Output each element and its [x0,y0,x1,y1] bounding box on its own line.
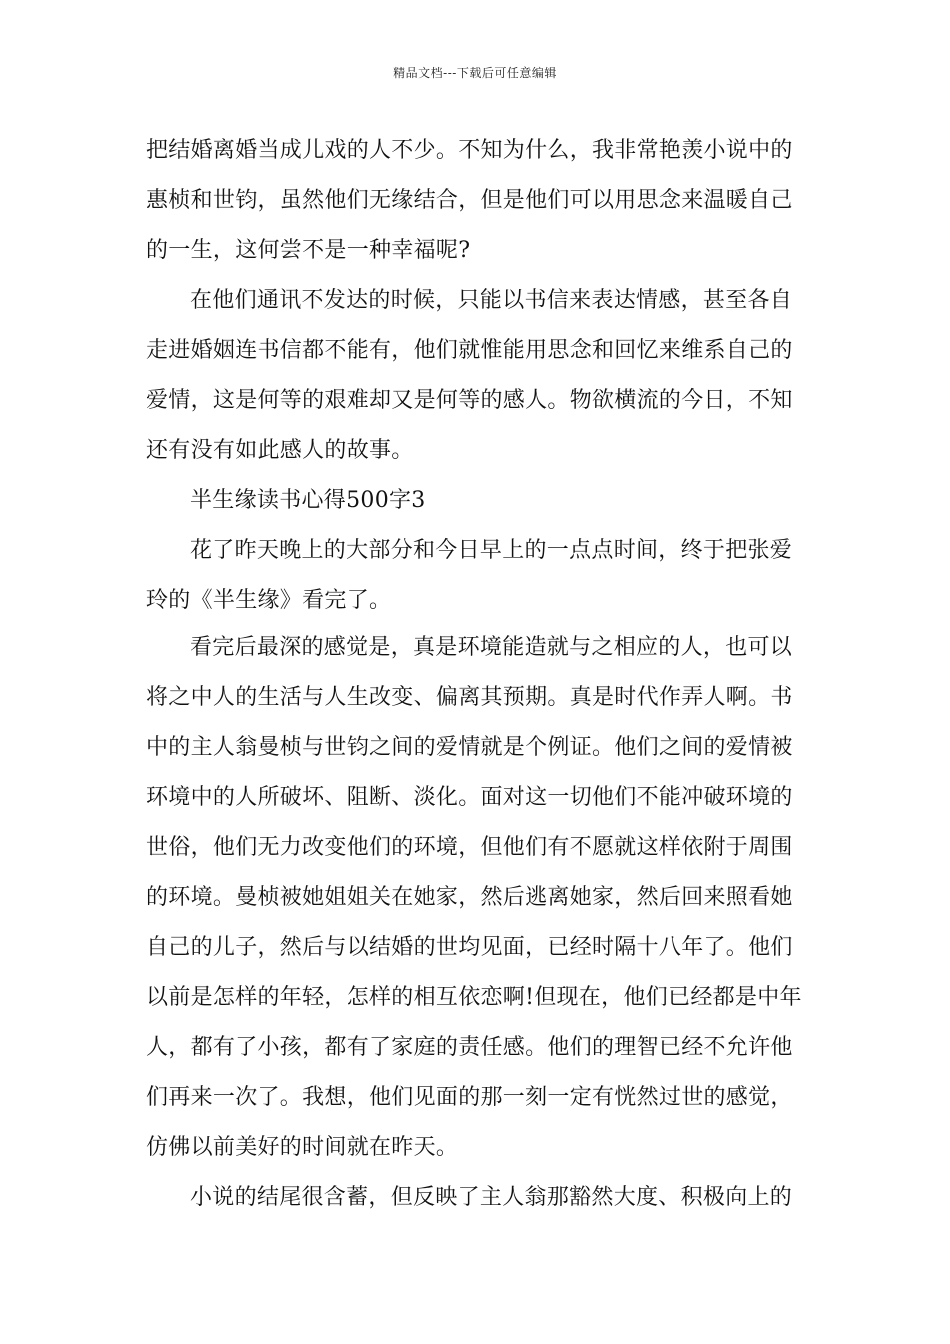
text-line: 惠桢和世钧，虽然他们无缘结合，但是他们可以用思念来温暖自己 [146,188,793,213]
text-line: 环境中的人所破坏、阻断、淡化。面对这一切他们不能冲破环境的 [146,785,793,810]
text-line: 还有没有如此感人的故事。 [146,438,414,463]
page-header: 精品文档---下载后可任意编辑 [393,66,557,80]
text-line: 把结婚离婚当成儿戏的人不少。不知为什么，我非常艳羡小说中的 [146,138,793,163]
text-line: 们再来一次了。我想，他们见面的那一刻一定有恍然过世的感觉， [146,1085,793,1110]
text-line: 世俗，他们无力改变他们的环境，但他们有不愿就这样依附于周围 [146,835,793,860]
text-line: 玲的《半生缘》看完了。 [146,588,392,613]
text-line: 自己的儿子，然后与以结婚的世均见面，已经时隔十八年了。他们 [146,935,793,960]
paragraph-first-line: 在他们通讯不发达的时候，只能以书信来表达情感，甚至各自 [190,288,793,313]
text-line: 的环境。曼桢被她姐姐关在她家，然后逃离她家，然后回来照看她 [146,885,793,910]
text-line: 的一生，这何尝不是一种幸福呢? [146,238,471,263]
text-line: 爱情，这是何等的艰难却又是何等的感人。物欲横流的今日，不知 [146,388,793,413]
text-line: 仿佛以前美好的时间就在昨天。 [146,1135,459,1160]
text-line: 中的主人翁曼桢与世钧之间的爱情就是个例证。他们之间的爱情被 [146,735,793,760]
text-line: 将之中人的生活与人生改变、偏离其预期。真是时代作弄人啊。书 [146,685,793,710]
text-line: 以前是怎样的年轻，怎样的相互依恋啊!但现在，他们已经都是中年 [146,985,802,1010]
text-line: 人，都有了小孩，都有了家庭的责任感。他们的理智已经不允许他 [146,1035,793,1060]
paragraph-first-line: 看完后最深的感觉是，真是环境能造就与之相应的人，也可以 [190,635,793,660]
section-heading: 半生缘读书心得500字3 [190,488,426,513]
paragraph-first-line: 小说的结尾很含蓄，但反映了主人翁那豁然大度、积极向上的 [190,1185,793,1210]
paragraph-first-line: 花了昨天晚上的大部分和今日早上的一点点时间，终于把张爱 [190,538,793,563]
text-line: 走进婚姻连书信都不能有，他们就惟能用思念和回忆来维系自己的 [146,338,793,363]
